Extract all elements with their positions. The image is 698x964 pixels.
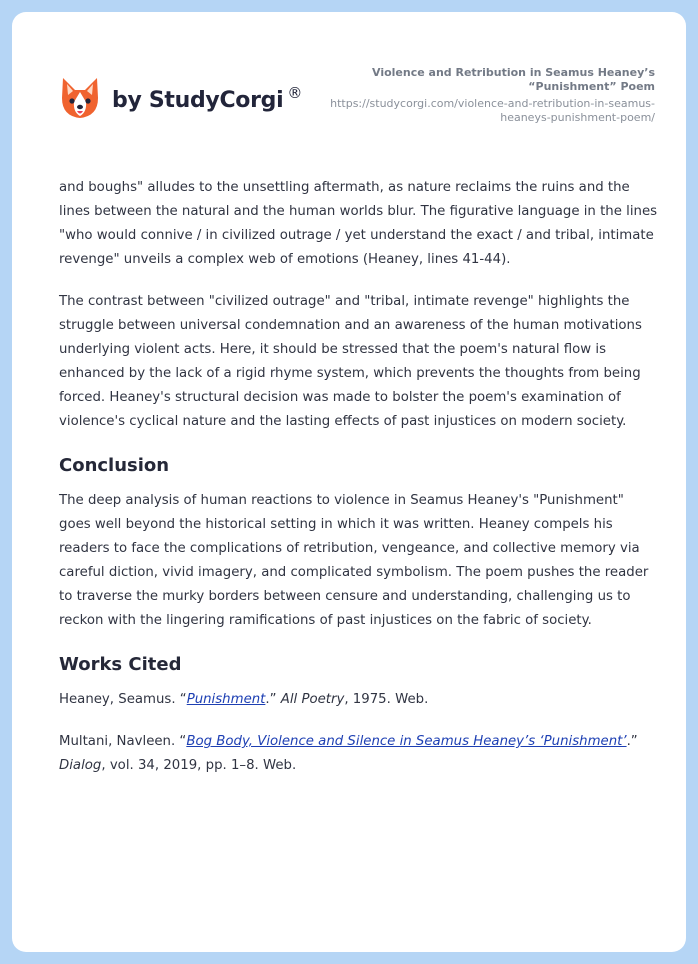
brand-name: by StudyCorgi ® [112,83,303,113]
document-page [12,12,686,952]
conclusion-section [59,454,659,633]
works-cited-heading: Works Cited [59,654,182,675]
corgi-logo-icon [60,76,100,120]
citation-entry: Heaney, Seamus. “Punishment.” All Poetry, 1975. Web. [59,692,429,707]
document-url[interactable]: https://studycorgi.com/violence-and-retribution-in-seamus- heaneys-punishment-poem/ [330,97,655,124]
studycorgi-logo[interactable] [60,76,302,120]
essay-content [59,176,659,778]
registered-mark: ® [287,83,303,102]
works-cited-section [59,653,659,778]
citation-link[interactable]: Punishment [186,692,266,707]
conclusion-heading: Conclusion [59,455,170,476]
citation-entry: Multani, Navleen. “Bog Body, Violence and Silence in Seamus Heaney’s ‘Punishment’.” Dialog, vol. 34, 2019, pp. 1–8. Web. [59,734,638,773]
document-meta [295,66,655,125]
body-paragraph: The contrast between "civilized outrage" and "tribal, intimate revenge" highlights the struggle between universal condemnation and an awareness of the human motivations underlying violent acts. Here, it should be stressed that the poem's natural flow is enhanced by the lack of a rigid rhyme system, which prevents the thoughts from being forced. Heaney's structural decision was made to bolster the poem's examination of violence's cyclical nature and the lasting effects of past injustices on modern society. [59,294,642,429]
conclusion-paragraph: The deep analysis of human reactions to violence in Seamus Heaney's "Punishment" goes well beyond the historical setting in which it was written. Heaney compels his readers to face the complications of retribution, vengeance, and collective memory via careful diction, vivid imagery, and complicated symbolism. The poem pushes the reader to traverse the murky borders between censure and understanding, challenging us to reckon with the lingering ramifications of past injustices on the fabric of society. [59,493,649,628]
document-title: Violence and Retribution in Seamus Heaney’s “Punishment” Poem [372,66,655,93]
citation-link[interactable]: Bog Body, Violence and Silence in Seamus Heaney’s ‘Punishment’ [186,734,627,749]
body-paragraph: and boughs" alludes to the unsettling aftermath, as nature reclaims the ruins and the lines between the natural and the human worlds blur. The figurative language in the lines "who would connive / in civilized outrage / yet understand the exact / and tribal, intimate revenge" unveils a complex web of emotions (Heaney, lines 41-44). [59,180,658,267]
